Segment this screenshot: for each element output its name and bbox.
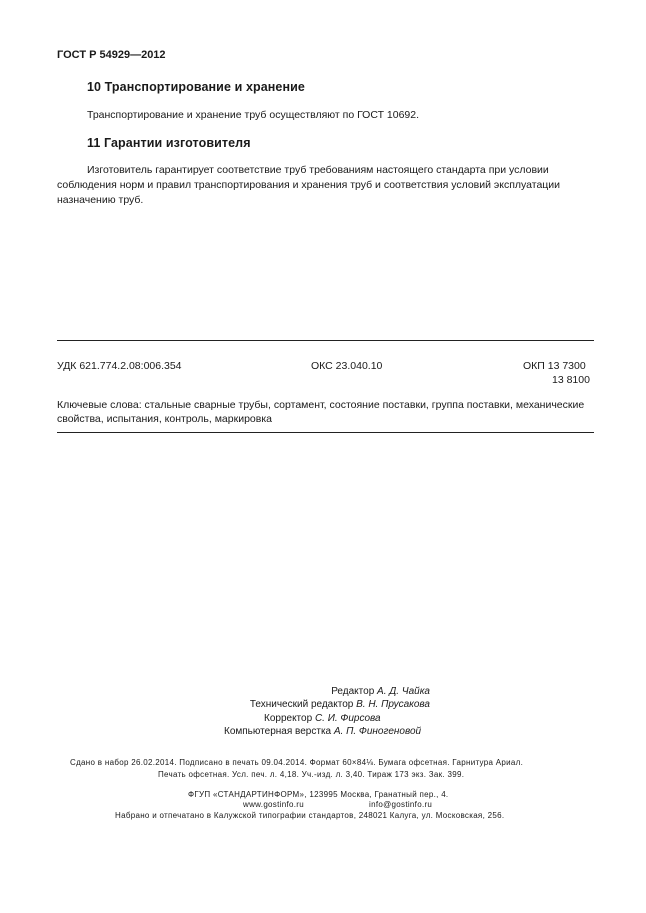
udk-code: УДК 621.774.2.08:006.354: [57, 360, 182, 372]
section-11-title: 11 Гарантии изготовителя: [87, 136, 251, 150]
credit-layout: Компьютерная верстка А. П. Финогеновой: [224, 725, 422, 737]
okp-code-1: ОКП 13 7300: [523, 360, 586, 372]
credit-corrector: Корректор С. И. Фирсова: [264, 712, 381, 724]
section-10-body: Транспортирование и хранение труб осуществляют по ГОСТ 10692.: [87, 109, 420, 121]
okp-code-2: 13 8100: [552, 374, 590, 386]
credits-block: [190, 685, 440, 738]
oks-code: ОКС 23.040.10: [311, 360, 383, 372]
document-header: ГОСТ Р 54929—2012: [57, 49, 166, 61]
imprint-line-5: Набрано и отпечатано в Калужской типографии стандартов, 248021 Калуга, ул. Московская, 256.: [115, 811, 505, 820]
section-10-title: 10 Транспортирование и хранение: [87, 80, 305, 94]
imprint-line-2: Печать офсетная. Усл. печ. л. 4,18. Уч.-изд. л. 3,40. Тираж 173 экз. Зак. 399.: [158, 770, 465, 779]
imprint-website: www.gostinfo.ru: [243, 800, 304, 809]
divider-bottom: [57, 432, 594, 433]
credit-editor: Редактор А. Д. Чайка: [331, 686, 430, 697]
imprint-line-1: Сдано в набор 26.02.2014. Подписано в печать 09.04.2014. Формат 60×84⅛. Бумага офсетная. Гарнитура Ариал.: [70, 758, 524, 767]
keywords: Ключевые слова: стальные сварные трубы, сортамент, состояние поставки, группа поставки, механические свойства, испытания, контроль, маркировка: [57, 399, 585, 425]
imprint-line-3: ФГУП «СТАНДАРТИНФОРМ», 123995 Москва, Гранатный пер., 4.: [188, 790, 449, 799]
section-11-body: Изготовитель гарантирует соответствие труб требованиям настоящего стандарта при условии соблюдения норм и правил транспортирования и хранения труб и соответствия условий эксплуатации назначению труб.: [57, 164, 561, 206]
credit-tech-editor: Технический редактор В. Н. Прусакова: [249, 699, 430, 711]
imprint-email: info@gostinfo.ru: [369, 800, 433, 809]
divider-top: [57, 340, 594, 341]
